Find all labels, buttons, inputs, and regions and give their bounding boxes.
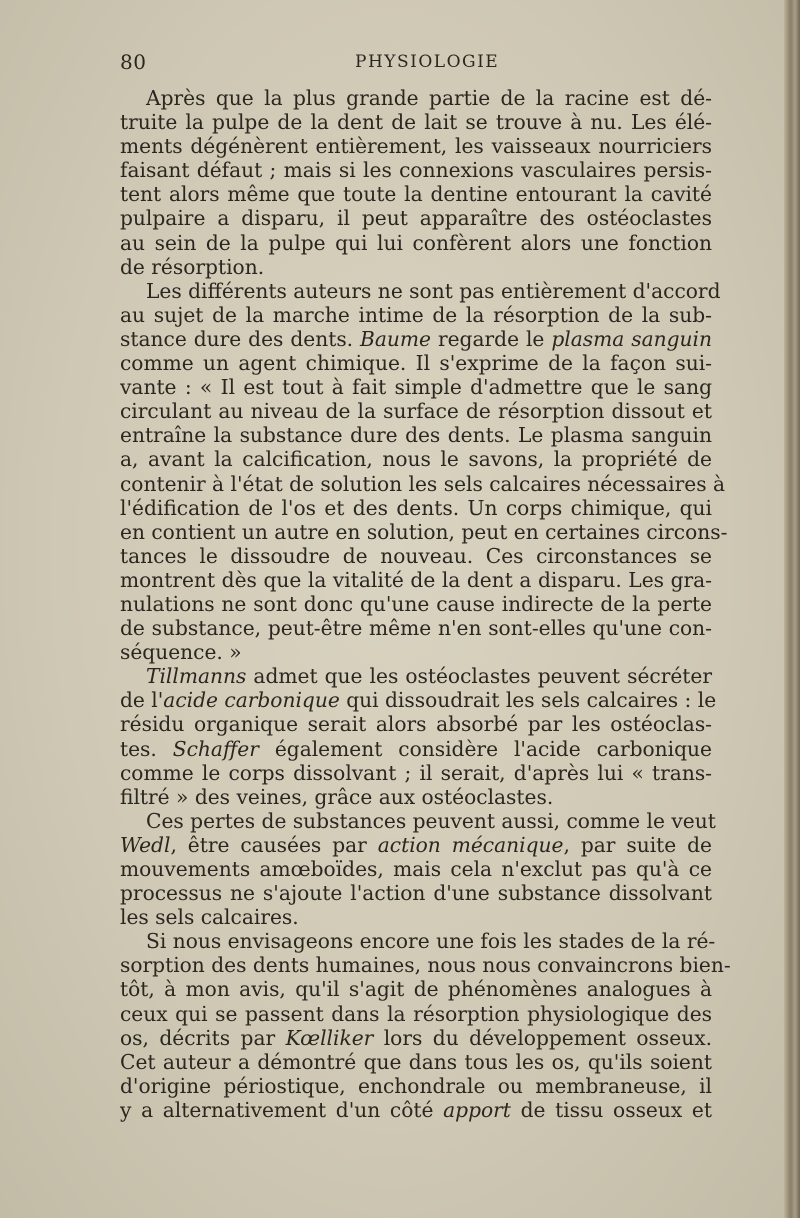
emphasis-text: Kœlliker: [285, 1025, 374, 1050]
text-segment: comme un agent chimique. Il s'exprime de la façon sui-: [120, 351, 712, 376]
text-line: [120, 977, 712, 1001]
text-segment: au sein de la pulpe qui lui confèrent alors une fonction: [120, 230, 712, 255]
page-header: [120, 50, 712, 76]
emphasis-text: Wedl: [120, 832, 171, 857]
text-segment: montrent dès que la vitalité de la dent a disparu. Les gra-: [120, 567, 712, 592]
text-line: [120, 664, 712, 688]
text-segment: tent alors même que toute la dentine entourant la cavité: [120, 182, 712, 207]
page-edge: [784, 0, 800, 1218]
text-segment: Ces pertes de substances peuvent aussi, comme le veut: [146, 808, 716, 833]
text-segment: entraîne la substance dure des dents. Le plasma sanguin: [120, 423, 712, 448]
text-segment: les sels calcaires.: [120, 905, 299, 930]
text-line: [120, 134, 712, 158]
text-line: [120, 808, 716, 833]
text-segment: tances le dissoudre de nouveau. Ces circonstances se: [120, 543, 712, 568]
text-line: [120, 592, 712, 616]
text-line: [120, 1050, 712, 1074]
text-segment: de tissu osseux et: [510, 1097, 712, 1122]
text-line: [120, 496, 712, 520]
page-number: 80: [120, 50, 147, 74]
text-line: [120, 255, 712, 279]
text-line: [120, 640, 712, 664]
text-segment: Les différents auteurs ne sont pas entièrement d'accord: [146, 278, 721, 303]
text-line: [120, 761, 712, 785]
text-line: [120, 303, 712, 327]
text-segment: de l': [120, 688, 164, 713]
text-line: [120, 737, 712, 761]
emphasis-text: Tillmanns: [146, 664, 247, 689]
emphasis-text: Schaffer: [172, 736, 259, 761]
text-line: [120, 953, 731, 978]
text-segment: , être causées par: [170, 832, 378, 857]
text-segment: de résorption.: [120, 254, 265, 279]
text-line: [120, 206, 712, 230]
text-line: [120, 1098, 712, 1122]
text-segment: tes.: [120, 736, 173, 761]
text-line: [120, 616, 712, 640]
text-segment: Cet auteur a démontré que dans tous les os, qu'ils soient: [120, 1049, 712, 1074]
body-text: [120, 86, 731, 1122]
text-line: [120, 881, 712, 905]
text-segment: y a alternativement d'un côté: [120, 1097, 444, 1122]
text-segment: lors du développement osseux.: [373, 1025, 713, 1050]
text-line: [120, 688, 717, 713]
text-segment: mouvements amœboïdes, mais cela n'exclut pas qu'à ce: [120, 857, 712, 881]
text-line: [120, 785, 712, 809]
text-segment: stance dure des dents.: [120, 326, 361, 351]
text-segment: résidu organique serait alors absorbé par les ostéoclas-: [120, 712, 712, 737]
text-line: [120, 423, 712, 447]
text-line: [120, 351, 712, 375]
text-line: [120, 327, 712, 351]
text-segment: , par suite de: [563, 832, 712, 857]
text-line: [120, 857, 712, 881]
emphasis-text: acide carbonique: [163, 688, 340, 713]
text-segment: contenir à l'état de solution les sels calcaires nécessaires à: [120, 471, 726, 496]
text-line: [120, 110, 712, 134]
text-segment: admet que les ostéoclastes peuvent sécréter: [246, 664, 712, 689]
emphasis-text: action mécanique: [377, 832, 564, 857]
text-segment: a, avant la calcification, nous le savons, la propriété de: [120, 447, 712, 472]
text-segment: l'édification de l'os et des dents. Un corps chimique, qui: [120, 495, 712, 520]
text-line: [120, 712, 712, 736]
text-segment: processus ne s'ajoute l'action d'une substance dissolvant: [120, 881, 712, 906]
text-line: [120, 929, 716, 954]
text-segment: en contient un autre en solution, peut en certaines circons-: [120, 519, 728, 544]
text-line: [120, 519, 728, 544]
text-line: [120, 86, 712, 110]
text-segment: nulations ne sont donc qu'une cause indirecte de la perte: [120, 591, 712, 616]
text-segment: sorption des dents humaines, nous nous convaincrons bien-: [120, 953, 731, 978]
emphasis-text: Baume: [360, 326, 432, 351]
text-line: [120, 833, 712, 857]
text-segment: au sujet de la marche intime de la résorption de la sub-: [120, 302, 712, 327]
text-segment: vante : « Il est tout à fait simple d'admettre que le sang: [120, 375, 712, 400]
text-segment: d'origine périostique, enchondrale ou membraneuse, il: [120, 1073, 712, 1098]
text-line: [120, 231, 712, 255]
text-segment: également considère l'acide carbonique: [258, 736, 712, 761]
emphasis-text: plasma sanguin: [551, 326, 713, 351]
text-segment: qui dissoudrait les sels calcaires : le: [339, 688, 717, 713]
text-segment: de substance, peut-être même n'en sont-elles qu'une con-: [120, 616, 712, 641]
text-line: [120, 182, 712, 206]
text-line: [120, 1002, 712, 1026]
text-segment: ceux qui se passent dans la résorption physiologique des: [120, 1001, 712, 1026]
text-segment: filtré » des veines, grâce aux ostéoclastes.: [120, 784, 554, 809]
running-title: PHYSIOLOGIE: [355, 52, 500, 72]
text-line: [120, 278, 721, 303]
text-segment: regarde le: [431, 326, 552, 351]
text-line: [120, 905, 712, 929]
text-segment: comme le corps dissolvant ; il serait, d'après lui « trans-: [120, 760, 712, 785]
text-line: [120, 1074, 712, 1098]
text-segment: pulpaire a disparu, il peut apparaître des ostéoclastes: [120, 206, 712, 231]
text-segment: séquence. »: [120, 640, 242, 665]
text-line: [120, 544, 712, 568]
text-segment: os, décrits par: [120, 1025, 286, 1050]
text-line: [120, 158, 712, 182]
text-segment: faisant défaut ; mais si les connexions vasculaires persis-: [120, 158, 712, 183]
text-line: [120, 568, 712, 592]
text-segment: truite la pulpe de la dent de lait se trouve à nu. Les élé-: [120, 110, 712, 135]
text-line: [120, 399, 712, 423]
text-line: [120, 471, 726, 496]
text-segment: tôt, à mon avis, qu'il s'agit de phénomènes analogues à: [120, 977, 712, 1002]
text-line: [120, 375, 712, 399]
text-segment: Après que la plus grande partie de la racine est dé-: [146, 86, 712, 110]
text-segment: circulant au niveau de la surface de résorption dissout et: [120, 399, 712, 424]
text-line: [120, 447, 712, 471]
text-segment: Si nous envisageons encore une fois les stades de la ré-: [146, 929, 716, 954]
text-line: [120, 1026, 712, 1050]
emphasis-text: apport: [443, 1097, 511, 1122]
text-segment: ments dégénèrent entièrement, les vaisseaux nourriciers: [120, 134, 712, 159]
